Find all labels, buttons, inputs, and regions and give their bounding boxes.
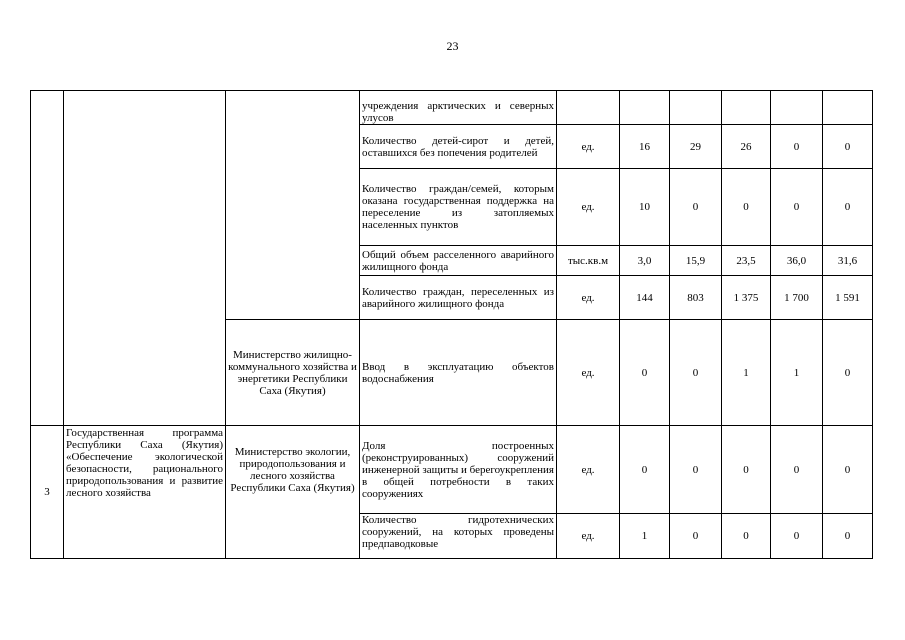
value-cell: 0 xyxy=(670,426,722,514)
program-cell: Государственная программа Республики Саха (Якутия) «Обеспечение экологической безопасности, рационального природопользования и развитие лесного хозяйства xyxy=(64,426,226,559)
unit-cell: ед. xyxy=(557,276,620,320)
row-number-cell: 3 xyxy=(31,426,64,559)
indicator-cell: Доля построенных (реконструированных) сооружений инженерной защиты и берегоукрепления в общей потребности в таких сооружениях xyxy=(360,426,557,514)
value-cell: 0 xyxy=(823,169,873,246)
value-cell: 144 xyxy=(620,276,670,320)
unit-cell: ед. xyxy=(557,169,620,246)
row-number-cell xyxy=(31,91,64,426)
value-cell: 0 xyxy=(771,125,823,169)
value-cell: 10 xyxy=(620,169,670,246)
value-cell xyxy=(722,91,771,125)
value-cell: 36,0 xyxy=(771,246,823,276)
value-cell: 0 xyxy=(670,320,722,426)
value-cell: 0 xyxy=(722,514,771,559)
table-row xyxy=(31,426,873,514)
unit-cell xyxy=(557,91,620,125)
value-cell: 3,0 xyxy=(620,246,670,276)
indicator-cell: Ввод в эксплуатацию объектов водоснабжения xyxy=(360,320,557,426)
value-cell: 0 xyxy=(670,169,722,246)
value-cell xyxy=(823,91,873,125)
value-cell: 1 xyxy=(620,514,670,559)
value-cell: 1 xyxy=(771,320,823,426)
value-cell: 0 xyxy=(670,514,722,559)
value-cell: 26 xyxy=(722,125,771,169)
value-cell: 16 xyxy=(620,125,670,169)
indicators-table xyxy=(30,90,873,559)
unit-cell: ед. xyxy=(557,125,620,169)
executor-cell: Министерство жилищно-коммунального хозяйства и энергетики Республики Саха (Якутия) xyxy=(226,320,360,426)
value-cell: 0 xyxy=(771,426,823,514)
value-cell xyxy=(771,91,823,125)
value-cell xyxy=(620,91,670,125)
value-cell: 0 xyxy=(620,320,670,426)
indicator-cell: Количество граждан/семей, которым оказана государственная поддержка на переселение из затопляемых населенных пунктов xyxy=(360,169,557,246)
executor-cell: Министерство экологии, природопользования и лесного хозяйства Республики Саха (Якутия) xyxy=(226,426,360,559)
value-cell: 0 xyxy=(823,514,873,559)
value-cell: 0 xyxy=(771,514,823,559)
indicator-cell: учреждения арктических и северных улусов xyxy=(360,91,557,125)
value-cell: 1 xyxy=(722,320,771,426)
value-cell: 1 591 xyxy=(823,276,873,320)
value-cell: 23,5 xyxy=(722,246,771,276)
value-cell: 0 xyxy=(823,320,873,426)
indicator-cell: Количество детей-сирот и детей, оставшихся без попечения родителей xyxy=(360,125,557,169)
indicator-cell: Количество гидротехнических сооружений, на которых проведены предпаводковые xyxy=(360,514,557,559)
value-cell: 0 xyxy=(771,169,823,246)
value-cell: 29 xyxy=(670,125,722,169)
unit-cell: тыс.кв.м xyxy=(557,246,620,276)
value-cell: 0 xyxy=(722,169,771,246)
table-row xyxy=(31,91,873,125)
indicator-cell: Общий объем расселенного аварийного жилищного фонда xyxy=(360,246,557,276)
program-cell xyxy=(64,91,226,426)
value-cell: 803 xyxy=(670,276,722,320)
indicator-cell: Количество граждан, переселенных из аварийного жилищного фонда xyxy=(360,276,557,320)
value-cell: 1 375 xyxy=(722,276,771,320)
value-cell: 31,6 xyxy=(823,246,873,276)
value-cell: 0 xyxy=(823,426,873,514)
value-cell: 15,9 xyxy=(670,246,722,276)
executor-cell xyxy=(226,91,360,320)
value-cell xyxy=(670,91,722,125)
unit-cell: ед. xyxy=(557,426,620,514)
value-cell: 0 xyxy=(722,426,771,514)
value-cell: 0 xyxy=(823,125,873,169)
value-cell: 1 700 xyxy=(771,276,823,320)
unit-cell: ед. xyxy=(557,514,620,559)
unit-cell: ед. xyxy=(557,320,620,426)
page-number: 23 xyxy=(446,39,459,53)
value-cell: 0 xyxy=(620,426,670,514)
